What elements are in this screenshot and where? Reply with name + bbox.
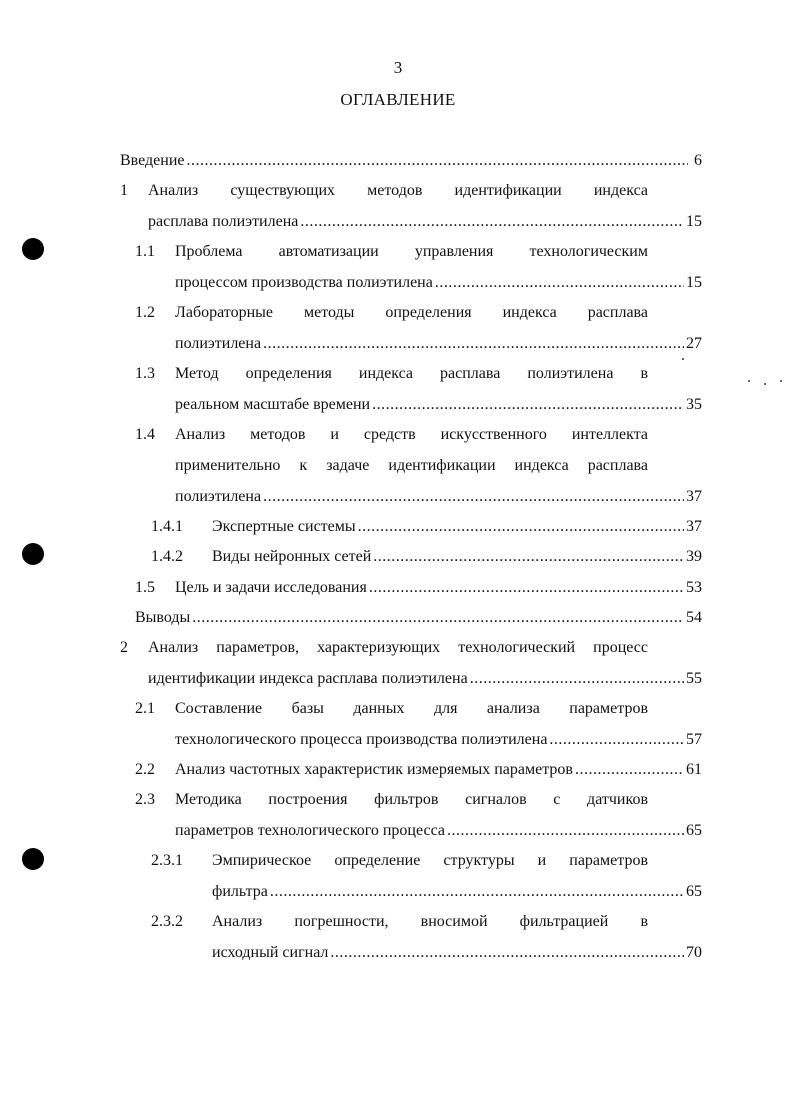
toc-number: 1.4 [135, 426, 155, 443]
toc-page: 35 [686, 396, 702, 413]
toc-label: процессом производства полиэтилена [175, 274, 433, 291]
binder-hole-icon [22, 238, 44, 260]
toc-entry-2[interactable] [148, 668, 702, 690]
toc-entry-1[interactable] [148, 211, 702, 233]
toc-leader [373, 546, 684, 568]
toc-label: Экспертные системы [212, 518, 356, 535]
toc-entry-2-3-2-line1[interactable]: Анализ погрешности, вносимой фильтрацией в [212, 913, 648, 930]
toc-entry-2-3[interactable] [175, 820, 702, 842]
toc-leader [575, 759, 684, 781]
toc-entry-1-4-line2[interactable]: применительно к задаче идентификации индекса расплава [175, 457, 648, 474]
toc-page: 55 [686, 670, 702, 687]
toc-label: Введение [120, 152, 185, 169]
toc-leader [470, 668, 684, 690]
toc-page: 65 [686, 883, 702, 900]
toc-leader [549, 729, 684, 751]
toc-leader [330, 942, 684, 964]
toc-entry-1-2[interactable] [175, 333, 702, 355]
scan-speck [780, 380, 782, 382]
toc-entry-1-4-1[interactable] [212, 516, 702, 538]
toc-label: Анализ частотных характеристик измеряемых параметров [175, 761, 573, 778]
toc-label: Виды нейронных сетей [212, 548, 372, 565]
toc-number: 2.3.1 [151, 852, 183, 869]
toc-entry-2-1[interactable] [175, 729, 702, 751]
toc-leader [447, 820, 684, 842]
toc-number: 1.4.1 [151, 518, 183, 535]
toc-page: 37 [686, 518, 702, 535]
toc-page: 70 [686, 944, 702, 961]
toc-label: Цель и задачи исследования [175, 579, 367, 596]
toc-leader [263, 333, 684, 355]
toc-label: реальном масштабе времени [175, 396, 371, 413]
toc-entry-2-3-1[interactable] [212, 881, 702, 903]
toc-number: 1.5 [135, 579, 155, 596]
toc-label: параметров технологического процесса [175, 822, 445, 839]
toc-label: идентификации индекса расплава полиэтилена [148, 670, 468, 687]
toc-leader [435, 272, 684, 294]
toc-page: 15 [686, 274, 702, 291]
toc-leader [270, 881, 684, 903]
toc-entry-2-line1[interactable]: Анализ параметров, характеризующих технологический процесс [148, 639, 648, 656]
toc-page: 39 [686, 548, 702, 565]
toc-leader [263, 486, 684, 508]
toc-label: расплава полиэтилена [148, 213, 299, 230]
toc-leader [358, 516, 684, 538]
toc-entry-2-3-2[interactable] [212, 942, 702, 964]
toc-page: 27 [686, 335, 702, 352]
toc-entry-2-3-1-line1[interactable]: Эмпирическое определение структуры и параметров [212, 852, 648, 869]
toc-entry-1-4-2[interactable] [212, 546, 702, 568]
toc-label: Выводы [135, 609, 191, 626]
toc-entry-2-3-line1[interactable]: Методика построения фильтров сигналов с датчиков [175, 791, 648, 808]
toc-entry-1-3-line1[interactable]: Метод определения индекса расплава полиэтилена в [175, 365, 648, 382]
toc-entry-1-2-line1[interactable]: Лабораторные методы определения индекса расплава [175, 304, 648, 321]
binder-hole-icon [22, 543, 44, 565]
toc-number: 1.3 [135, 365, 155, 382]
scan-speck [748, 380, 750, 382]
toc-label: полиэтилена [175, 335, 262, 352]
toc-entry-2-1-line1[interactable]: Составление базы данных для анализа параметров [175, 700, 648, 717]
toc-leader [369, 577, 684, 599]
toc-number: 1.2 [135, 304, 155, 321]
toc-leader [300, 211, 684, 233]
toc-entry-1-4[interactable] [175, 486, 702, 508]
scan-speck [764, 383, 766, 385]
toc-label: исходный сигнал [212, 944, 329, 961]
toc-number: 2 [120, 639, 128, 656]
toc-number: 2.3.2 [151, 913, 183, 930]
toc-page: 61 [686, 761, 702, 778]
toc-entry-1-3[interactable] [175, 394, 702, 416]
toc-number: 1 [120, 182, 128, 199]
toc-number: 2.2 [135, 761, 155, 778]
scan-speck [682, 358, 684, 360]
toc-entry-1-line1[interactable]: Анализ существующих методов идентификации индекса [148, 182, 648, 199]
toc-number: 2.3 [135, 791, 155, 808]
toc-leader [372, 394, 684, 416]
toc-label: фильтра [212, 883, 268, 900]
toc-entry-conclusions[interactable] [135, 607, 702, 629]
page-title: ОГЛАВЛЕНИЕ [340, 90, 456, 109]
toc-entry-2-2[interactable] [175, 759, 702, 781]
toc-entry-1-1[interactable] [175, 272, 702, 294]
toc-number: 1.1 [135, 243, 155, 260]
toc-page: 6 [694, 152, 702, 169]
page-number: 3 [393, 58, 403, 77]
toc-number: 1.4.2 [151, 548, 183, 565]
toc-leader [192, 607, 684, 629]
toc-page: 37 [686, 488, 702, 505]
toc-entry-1-4-line1[interactable]: Анализ методов и средств искусственного интеллекта [175, 426, 648, 443]
toc-leader [187, 150, 689, 172]
toc-label: полиэтилена [175, 488, 262, 505]
toc-entry-intro[interactable] [120, 150, 702, 172]
toc-page: 15 [686, 213, 702, 230]
toc-page: 65 [686, 822, 702, 839]
toc-page: 57 [686, 731, 702, 748]
toc-entry-1-5[interactable] [175, 577, 702, 599]
toc-entry-1-1-line1[interactable]: Проблема автоматизации управления технологическим [175, 243, 648, 260]
binder-hole-icon [22, 848, 44, 870]
toc-page: 54 [686, 609, 702, 626]
toc-label: технологического процесса производства полиэтилена [175, 731, 548, 748]
toc-number: 2.1 [135, 700, 155, 717]
toc-page: 53 [686, 579, 702, 596]
